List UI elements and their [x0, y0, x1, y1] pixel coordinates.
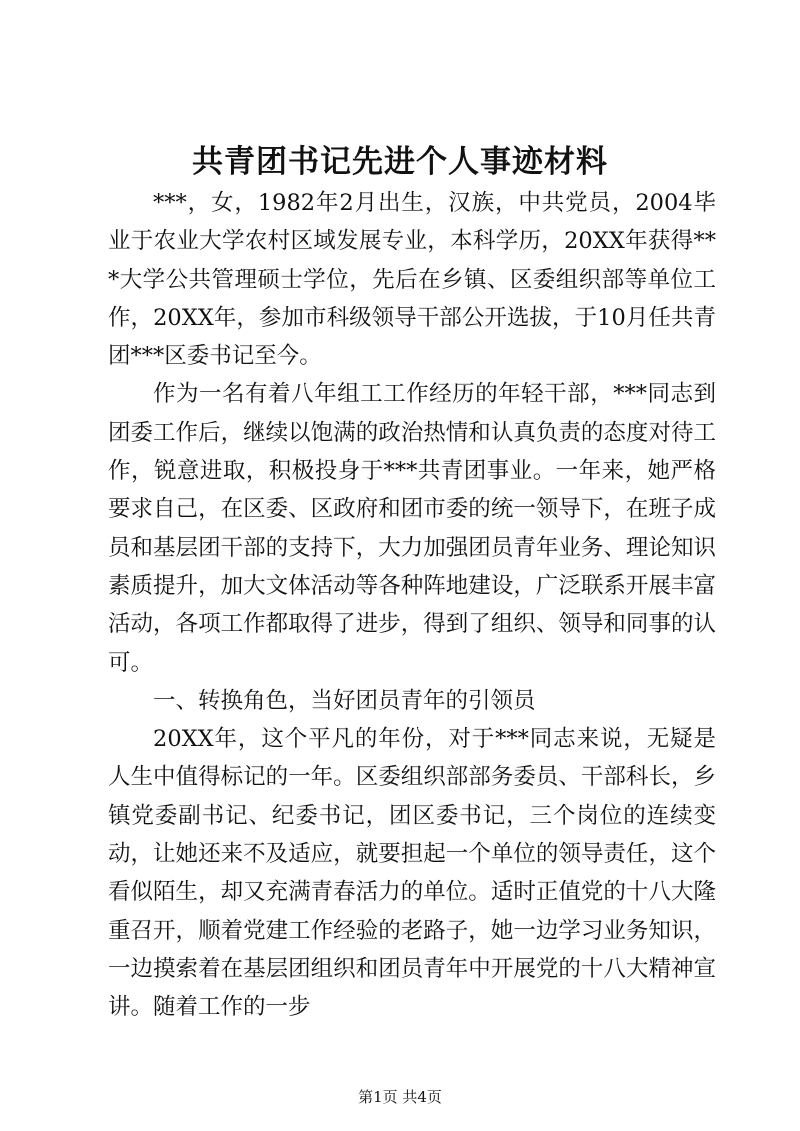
paragraph-overview: 作为一名有着八年组工工作经历的年轻干部，***同志到团委工作后，继续以饱满的政治热情和认真负责的态度对待工作，锐意进取，积极投身于***共青团事业。一年来，她严格要求自己，在区委、区政府和团市委的统一领导下，在班子成员和基层团干部的支持下，大力加强团员青年业务、理论知识素质提升，加大文体活动等各种阵地建设，广泛联系开展丰富活动，各项工作都取得了进步，得到了组织、领导和同事的认可。	[108, 381, 716, 676]
paragraph-section-one: 20XX年，这个平凡的年份，对于***同志来说，无疑是人生中值得标记的一年。区委组织部部务委员、干部科长，乡镇党委副书记、纪委书记，团区委书记，三个岗位的连续变动，让她还来不及适应，就要担起一个单位的领导责任，这个看似陌生，却又充满青春活力的单位。适时正值党的十八大隆重召开，顺着党建工作经验的老路子，她一边学习业务知识，一边摸索着在基层团组织和团员青年中开展党的十八大精神宣讲。随着工作的一步	[108, 726, 716, 1021]
paragraph-intro: ***，女，1982年2月出生，汉族，中共党员，2004毕业于农业大学农村区域发展专业，本科学历，20XX年获得***大学公共管理硕士学位，先后在乡镇、区委组织部等单位工作，20XX年，参加市科级领导干部公开选拔，于10月任共青团***区委书记至今。	[108, 190, 716, 370]
document-title: 共青团书记先进个人事迹材料	[192, 144, 608, 180]
document-body	[108, 184, 716, 1027]
page-footer: 第1页 共4页	[358, 1088, 442, 1106]
section-heading: 一、转换角色，当好团员青年的引领员	[153, 687, 536, 714]
